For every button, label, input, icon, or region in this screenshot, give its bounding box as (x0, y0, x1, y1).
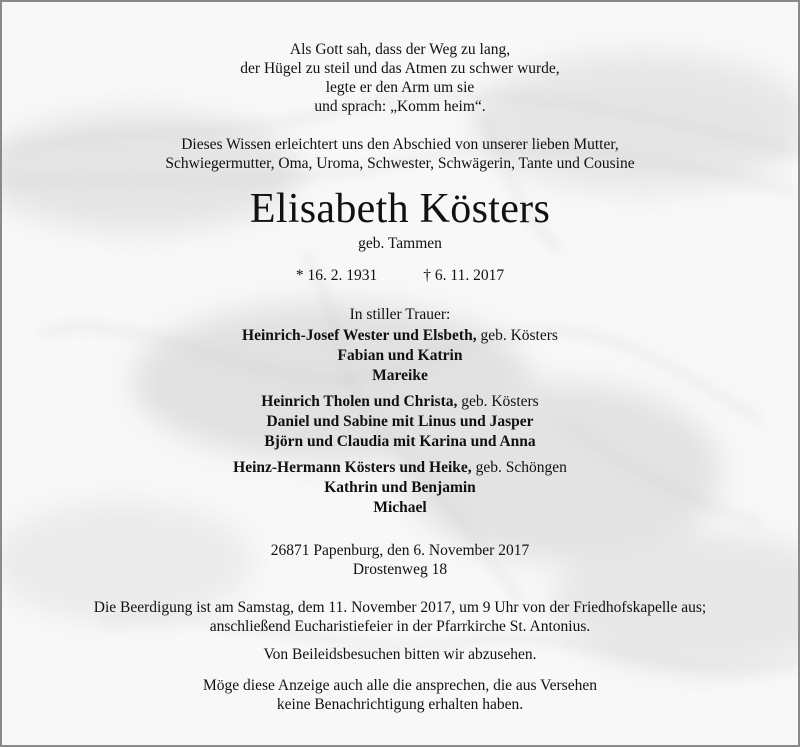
death-date: † 6. 11. 2017 (423, 267, 505, 284)
obituary-text (2, 2, 798, 714)
intro-text (2, 135, 798, 173)
street: Drostenweg 18 (352, 561, 448, 578)
deceased-name: Elisabeth Kösters (249, 186, 551, 232)
poem-line: und sprach: „Komm heim“. (314, 98, 486, 115)
family-head-name: Heinrich-Josef Wester und Elsbeth, (242, 327, 477, 344)
family-member: Daniel und Sabine mit Linus und Jasper (266, 413, 534, 430)
intro-line: Schwiegermutter, Oma, Uroma, Schwester, Schwägerin, Tante und Cousine (165, 155, 635, 172)
funeral-line: Die Beerdigung ist am Samstag, dem 11. November 2017, um 9 Uhr von der Friedhofskapelle aus; (93, 599, 707, 616)
family-head-name: Heinz-Hermann Kösters und Heike, (233, 459, 472, 476)
family-head (2, 458, 798, 478)
family-group (2, 458, 798, 518)
intro-line: Dieses Wissen erleichtert uns den Abschied von unserer lieben Mutter, (181, 136, 619, 153)
family-head-maiden: geb. Kösters (457, 393, 539, 410)
address (2, 541, 798, 579)
family-group (2, 392, 798, 452)
funeral-info (2, 598, 798, 636)
family-head (2, 392, 798, 412)
mourning-label: In stiller Trauer: (349, 306, 451, 323)
family-group (2, 326, 798, 386)
family-member: Kathrin und Benjamin (324, 479, 476, 496)
family-head (2, 326, 798, 346)
family-member: Fabian und Katrin (337, 347, 463, 364)
notice-line: keine Benachrichtigung erhalten haben. (276, 696, 524, 713)
family-member: Michael (373, 499, 427, 516)
family-list (2, 326, 798, 518)
family-head-name: Heinrich Tholen und Christa, (261, 393, 458, 410)
life-dates (2, 266, 798, 285)
birth-date: * 16. 2. 1931 (295, 267, 378, 284)
place-date: 26871 Papenburg, den 6. November 2017 (270, 542, 530, 559)
poem (2, 2, 798, 116)
family-head-maiden: geb. Schöngen (471, 459, 567, 476)
poem-line: legte er den Arm um sie (325, 79, 475, 96)
closing-notice (2, 676, 798, 714)
family-head-maiden: geb. Kösters (476, 327, 558, 344)
condolence-note: Von Beileidsbesuchen bitten wir abzusehen. (263, 646, 537, 663)
poem-line: der Hügel zu steil und das Atmen zu schwer wurde, (240, 60, 560, 77)
poem-line: Als Gott sah, dass der Weg zu lang, (289, 41, 511, 58)
family-member: Mareike (372, 367, 428, 384)
birth-name: geb. Tammen (358, 235, 442, 252)
notice-line: Möge diese Anzeige auch alle die ansprechen, die aus Versehen (203, 677, 597, 694)
family-member: Björn und Claudia mit Karina und Anna (264, 433, 536, 450)
funeral-line: anschließend Eucharistiefeier in der Pfarrkirche St. Antonius. (209, 618, 591, 635)
